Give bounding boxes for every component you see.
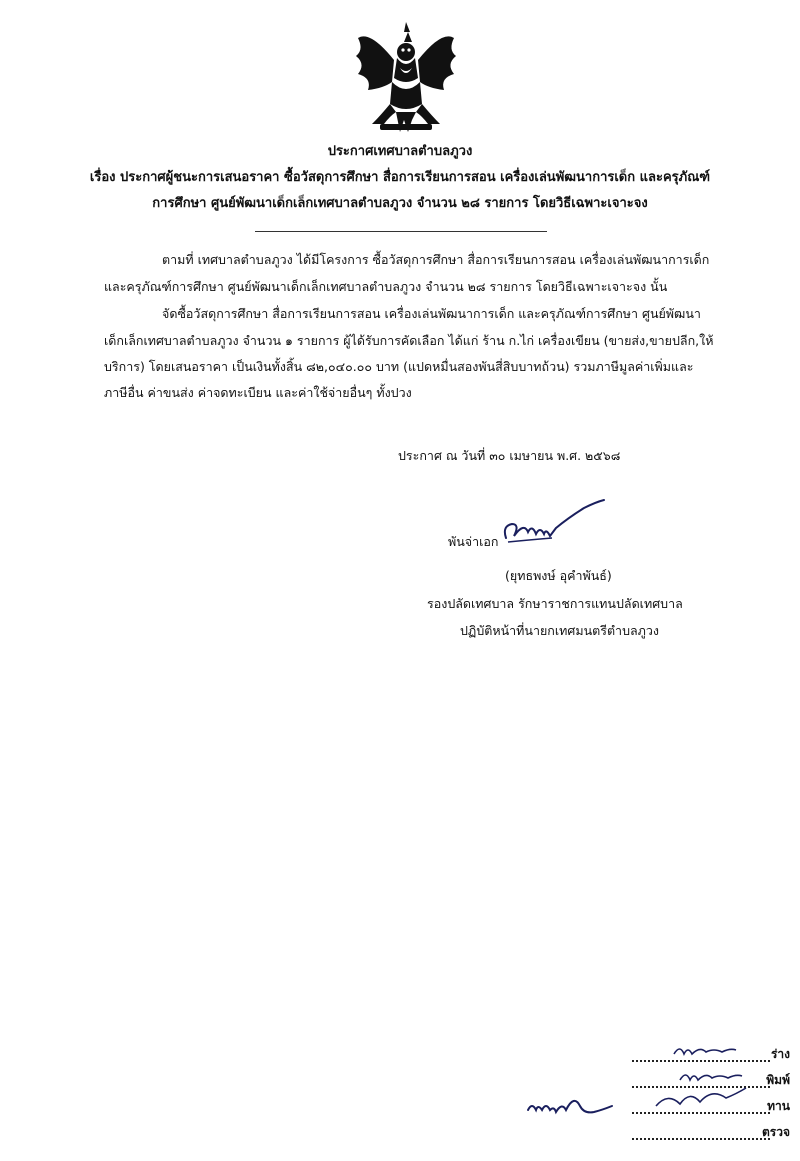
review-initials-icon bbox=[650, 1084, 750, 1114]
initials-signature-icon bbox=[524, 1088, 616, 1128]
role-label-check: ตรวจ bbox=[761, 1125, 790, 1139]
announcement-title: ประกาศเทศบาลตำบลภูวง bbox=[327, 144, 473, 159]
routing-block bbox=[620, 1040, 800, 1144]
paragraph-2-line-1: จัดซื้อวัสดุการศึกษา สื่อการเรียนการสอน เครื่องเล่นพัฒนาการเด็ก และครุภัณฑ์การศึกษา ศูนย์พัฒนา bbox=[162, 306, 701, 321]
draft-dotted-line bbox=[632, 1060, 770, 1062]
signatory-position-line-1: รองปลัดเทศบาล รักษาราชการแทนปลัดเทศบาล bbox=[427, 596, 683, 611]
garuda-emblem-icon bbox=[350, 20, 462, 138]
paragraph-1-line-2: และครุภัณฑ์การศึกษา ศูนย์พัฒนาเด็กเล็กเทศบาลตำบลภูวง จำนวน ๒๘ รายการ โดยวิธีเฉพาะเจาะจง นั้น bbox=[104, 279, 668, 294]
signatory-position-line-2: ปฏิบัติหน้าที่นายกเทศมนตรีตำบลภูวง bbox=[460, 623, 660, 638]
check-dotted-line bbox=[632, 1138, 770, 1140]
role-label-review: ทาน bbox=[767, 1099, 790, 1113]
paragraph-1-line-1: ตามที่ เทศบาลตำบลภูวง ได้มีโครงการ ซื้อวัสดุการศึกษา สื่อการเรียนการสอน เครื่องเล่นพัฒนาการเด็ก bbox=[162, 252, 710, 267]
signatory-rank: พันจ่าเอก bbox=[448, 534, 499, 549]
subject-line-1: เรื่อง ประกาศผู้ชนะการเสนอราคา ซื้อวัสดุการศึกษา สื่อการเรียนการสอน เครื่องเล่นพัฒนาการเด็ก และครุภัณฑ์ bbox=[89, 170, 711, 185]
routing-row-check bbox=[620, 1118, 800, 1144]
routing-row-review bbox=[620, 1092, 800, 1118]
routing-row-draft bbox=[620, 1040, 800, 1066]
draft-initials-icon bbox=[670, 1040, 740, 1060]
type-initials-icon bbox=[676, 1066, 746, 1086]
role-label-draft: ร่าง bbox=[770, 1047, 790, 1061]
title-divider bbox=[255, 231, 547, 232]
paragraph-2-line-4: ภาษีอื่น ค่าขนส่ง ค่าจดทะเบียน และค่าใช้จ่ายอื่นๆ ทั้งปวง bbox=[104, 385, 412, 400]
signatory-name: (ยุทธพงษ์ อุคำพันธ์) bbox=[505, 568, 612, 583]
announcement-date: ประกาศ ณ วันที่ ๓๐ เมษายน พ.ศ. ๒๕๖๘ bbox=[398, 448, 621, 463]
paragraph-2-line-3: บริการ) โดยเสนอราคา เป็นเงินทั้งสิ้น ๘๒,๐๔๐.๐๐ บาท (แปดหมื่นสองพันสี่สิบบาทถ้วน) รวมภาษีมูลค่าเพิ่มและ bbox=[104, 359, 694, 374]
paragraph-2-line-2: เด็กเล็กเทศบาลตำบลภูวง จำนวน ๑ รายการ ผู้ได้รับการคัดเลือก ได้แก่ ร้าน ก.ไก่ เครื่องเขียน (ขายส่ง,ขายปลีก,ให้ bbox=[104, 333, 714, 348]
review-dotted-line bbox=[632, 1112, 770, 1114]
role-label-type: พิมพ์ bbox=[766, 1073, 790, 1087]
subject-line-2: การศึกษา ศูนย์พัฒนาเด็กเล็กเทศบาลตำบลภูวง จำนวน ๒๘ รายการ โดยวิธีเฉพาะเจาะจง bbox=[152, 196, 648, 211]
signature-icon bbox=[498, 498, 610, 556]
